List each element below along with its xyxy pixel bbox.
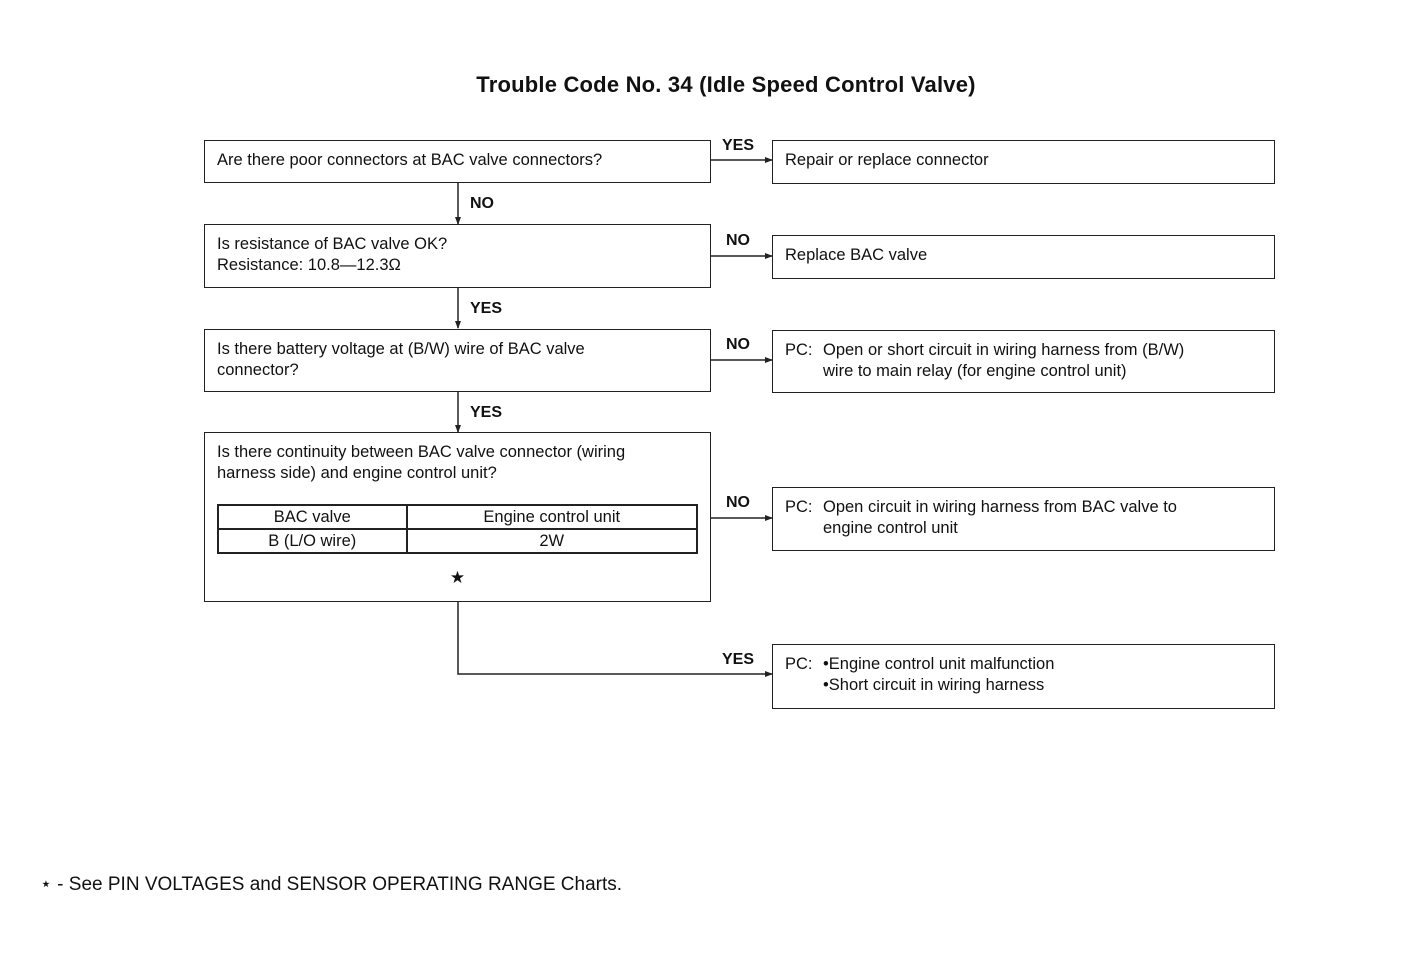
action-text: Replace BAC valve — [785, 246, 928, 264]
branch-label-yes: YES — [470, 404, 503, 421]
question-box-continuity — [204, 432, 711, 602]
pc-prefix: PC: — [785, 341, 813, 359]
resistance-spec: Resistance: 10.8—12.3Ω — [217, 256, 401, 274]
page-title: Trouble Code No. 34 (Idle Speed Control Valve) — [476, 72, 976, 97]
question-box-battery-voltage — [204, 329, 711, 392]
action-text: Open or short circuit in wiring harness from (B/W) — [823, 341, 1185, 359]
branch-label-yes: YES — [722, 137, 755, 154]
table-header-cell: Engine control unit — [407, 505, 697, 529]
table-cell: 2W — [407, 529, 697, 553]
action-box-ecu-malfunction — [772, 644, 1275, 709]
action-box-replace-valve — [772, 235, 1275, 279]
list-item: •Short circuit in wiring harness — [823, 676, 1045, 694]
action-box-open-short-bw — [772, 330, 1275, 393]
star-icon: ★ — [449, 568, 466, 587]
action-text-cont: engine control unit — [823, 519, 958, 537]
action-text-cont: wire to main relay (for engine control unit) — [823, 362, 1127, 380]
list-item: •Engine control unit malfunction — [823, 655, 1055, 673]
branch-label-yes: YES — [470, 300, 503, 317]
table-row — [218, 529, 697, 553]
question-text: Is resistance of BAC valve OK? — [217, 235, 448, 253]
pc-prefix: PC: — [785, 498, 813, 516]
action-box-repair-connector — [772, 140, 1275, 184]
pc-prefix: PC: — [785, 655, 813, 673]
question-box-resistance — [204, 224, 711, 288]
question-text-cont: connector? — [217, 361, 299, 379]
branch-label-no: NO — [470, 195, 494, 212]
action-text: Repair or replace connector — [785, 151, 989, 169]
branch-label-no: NO — [726, 336, 750, 353]
question-box-connectors — [204, 140, 711, 183]
question-text: Is there continuity between BAC valve connector (wiring — [217, 443, 626, 461]
branch-label-no: NO — [726, 494, 750, 511]
table-header-row — [218, 505, 697, 529]
action-text: Open circuit in wiring harness from BAC valve to — [823, 498, 1177, 516]
branch-label-yes: YES — [722, 651, 755, 668]
question-text: Are there poor connectors at BAC valve connectors? — [217, 151, 603, 169]
question-text-cont: harness side) and engine control unit? — [217, 464, 497, 482]
table-header-cell: BAC valve — [218, 505, 407, 529]
branch-label-no: NO — [726, 232, 750, 249]
action-box-open-circuit-bac — [772, 487, 1275, 551]
footnote: ⋆ - See PIN VOLTAGES and SENSOR OPERATING RANGE Charts. — [40, 874, 623, 895]
table-cell: B (L/O wire) — [218, 529, 407, 553]
continuity-table — [217, 504, 698, 554]
question-text: Is there battery voltage at (B/W) wire of BAC valve — [217, 340, 585, 358]
